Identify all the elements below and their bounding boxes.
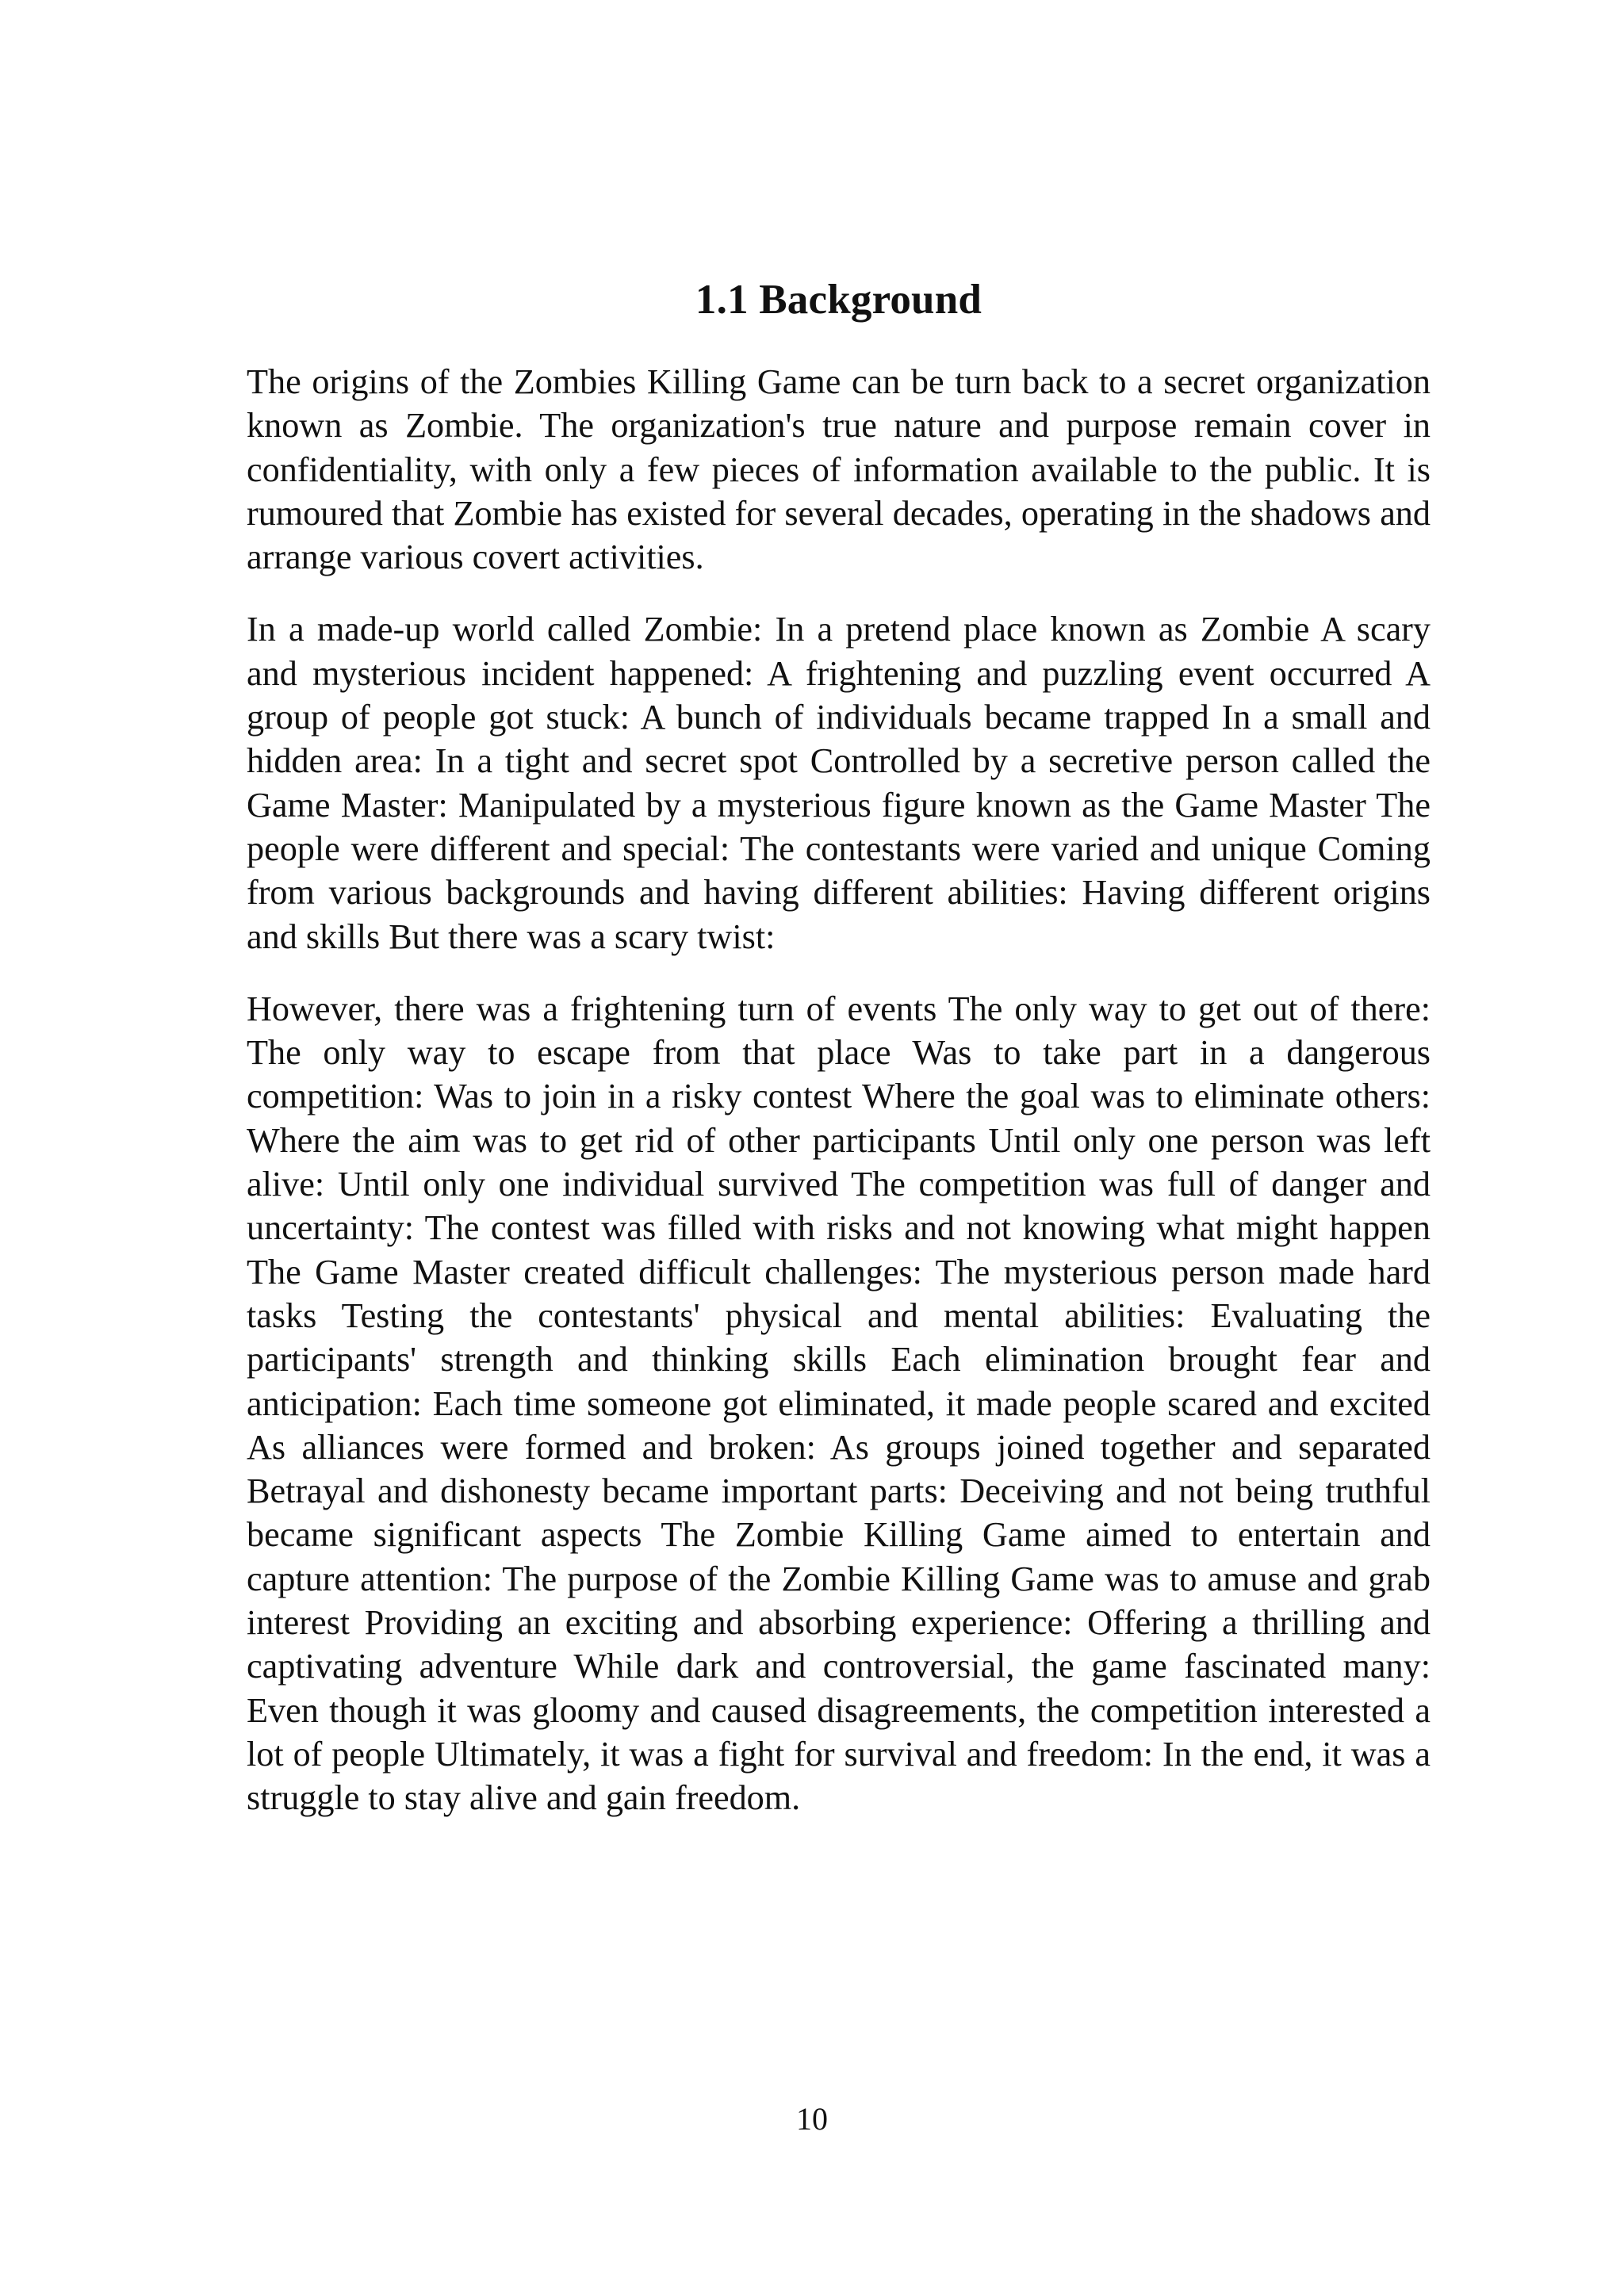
section-heading: 1.1 Background: [695, 277, 982, 323]
paragraph-incident: In a made-up world called Zombie: In a pretend place known as Zombie A scary and mysterious incident happened: A frightening and puzzling event occurred A group of people got stuck: A bunch of individuals became trapped In a small and hidden area: In a tight and secret spot Controlled by a secretive person called the Game Master: Manipulated by a mysterious figure known as the Game Master The people were different and special: The contestants were varied and unique Coming from various backgrounds and having different abilities: Having different origins and skills But there was a scary twist:: [247, 610, 1431, 956]
page-number: 10: [796, 2101, 828, 2137]
paragraph-origins: The origins of the Zombies Killing Game can be turn back to a secret organization known as Zombie. The organization's true nature and purpose remain cover in confidentiality, with only a few pieces of information available to the public. It is rumoured that Zombie has existed for several decades, operating in the shadows and arrange various covert activities.: [247, 362, 1431, 577]
paragraph-competition: However, there was a frightening turn of events The only way to get out of there: The only way to escape from that place Was to take part in a dangerous competition: Was to join in a risky contest Where the goal was to eliminate others: Where the aim was to get rid of other participants Until only one person was left alive: Until only one individual survived The competition was full of danger and uncertainty: The contest was filled with risks and not knowing what might happen The Game Master created difficult challenges: The mysterious person made hard tasks Testing the contestants' physical and mental abilities: Evaluating the participants' strength and thinking skills Each elimination brought fear and anticipation: Each time someone got eliminated, it made people scared and excited As alliances were formed and broken: As groups joined together and separated Betrayal and dishonesty became important parts: Deceiving and not being truthful became significant aspects The Zombie Killing Game aimed to entertain and capture attention: The purpose of the Zombie Killing Game was to amuse and grab interest Providing an exciting and absorbing experience: Offering a thrilling and captivating adventure While dark and controversial, the game fascinated many: Even though it was gloomy and caused disagreements, the competition interested a lot of people Ultimately, it was a fight for survival and freedom: In the end, it was a struggle to stay alive and gain freedom.: [247, 989, 1431, 1818]
page-content: [247, 266, 1431, 1820]
